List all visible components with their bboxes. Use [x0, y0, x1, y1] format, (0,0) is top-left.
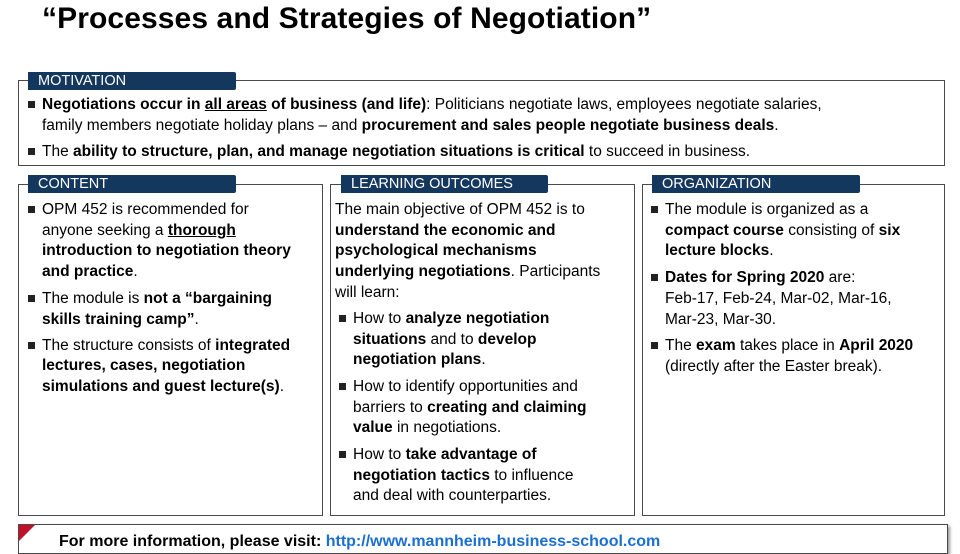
bullet-square-icon	[651, 342, 658, 349]
organization-bullet-2-line-2: Feb-17, Feb-24, Mar-02, Mar-16,	[665, 290, 892, 307]
content-bullet-1: OPM 452 is recommended for	[42, 199, 249, 220]
outcomes-intro-line-5: will learn:	[335, 284, 400, 301]
bullet-square-icon	[339, 451, 346, 458]
content-bullet-3-line-2: lectures, cases, negotiation	[42, 357, 246, 374]
organization-bullet-2-line-3: Mar-23, Mar-30.	[665, 311, 777, 328]
organization-bullet-2: Dates for Spring 2020 are:	[665, 267, 855, 288]
outcomes-tag: LEARNING OUTCOMES	[341, 175, 548, 193]
footer-text: For more information, please visit: http://www.mannheim-business-school.com	[59, 533, 661, 550]
outcomes-intro-line-3: psychological mechanisms	[335, 242, 537, 259]
motivation-tag: MOTIVATION	[28, 72, 236, 90]
outcomes-bullet-2-line-3: value in negotiations.	[353, 419, 502, 436]
bullet-square-icon	[28, 206, 35, 213]
organization-bullet-1: The module is organized as a	[665, 199, 868, 220]
footer-banner	[18, 524, 948, 554]
outcomes-bullet-1-line-2: situations and to develop	[353, 331, 537, 348]
footer-link[interactable]: http://www.mannheim-business-school.com	[325, 533, 661, 550]
content-bullet-1-line-3: introduction to negotiation theory	[42, 242, 291, 259]
bullet-square-icon	[651, 206, 658, 213]
content-bullet-2-line-2: skills training camp”.	[42, 311, 199, 328]
outcomes-bullet-2-line-2: barriers to creating and claiming	[353, 399, 587, 416]
outcomes-bullet-3: How to take advantage of	[353, 444, 537, 465]
bullet-square-icon	[339, 315, 346, 322]
organization-bullet-3: The exam takes place in April 2020	[665, 335, 913, 356]
outcomes-bullet-3-line-3: and deal with counterparties.	[353, 487, 552, 504]
content-bullet-2: The module is not a “bargaining	[42, 288, 272, 309]
motivation-bullet-1: Negotiations occur in all areas of business (and life): Politicians negotiate laws, employees negotiate salaries,	[42, 94, 822, 115]
motivation-bullet-2: The ability to structure, plan, and manage negotiation situations is critical to succeed in business.	[42, 141, 750, 162]
bullet-square-icon	[651, 274, 658, 281]
bullet-square-icon	[28, 148, 35, 155]
bullet-square-icon	[28, 295, 35, 302]
organization-bullet-1-line-2: compact course consisting of six	[665, 222, 901, 239]
page-title: “Processes and Strategies of Negotiation”	[42, 2, 652, 35]
content-bullet-3-line-3: simulations and guest lecture(s).	[42, 378, 285, 395]
bullet-square-icon	[339, 383, 346, 390]
outcomes-intro-line-4: underlying negotiations. Participants	[335, 263, 601, 280]
outcomes-bullet-1: How to analyze negotiation	[353, 308, 549, 329]
bullet-square-icon	[28, 101, 35, 108]
bullet-square-icon	[28, 342, 35, 349]
outcomes-bullet-2: How to identify opportunities and	[353, 376, 578, 397]
content-bullet-1-line-4: and practice.	[42, 263, 138, 280]
motivation-bullet-1-line-2: family members negotiate holiday plans – and procurement and sales people negotiate business deals.	[42, 117, 779, 134]
red-corner-triangle-icon	[19, 525, 35, 541]
organization-bullet-3-line-2: (directly after the Easter break).	[665, 358, 883, 375]
outcomes-bullet-3-line-2: negotiation tactics to influence	[353, 467, 574, 484]
content-tag: CONTENT	[28, 175, 236, 193]
organization-tag: ORGANIZATION	[652, 175, 860, 193]
content-bullet-1-line-2: anyone seeking a thorough	[42, 222, 236, 239]
outcomes-bullet-1-line-3: negotiation plans.	[353, 351, 486, 368]
organization-bullet-1-line-3: lecture blocks.	[665, 242, 774, 259]
content-bullet-3: The structure consists of integrated	[42, 335, 290, 356]
outcomes-intro-line-1: The main objective of OPM 452 is to	[335, 201, 585, 218]
outcomes-intro-line-2: understand the economic and	[335, 222, 556, 239]
